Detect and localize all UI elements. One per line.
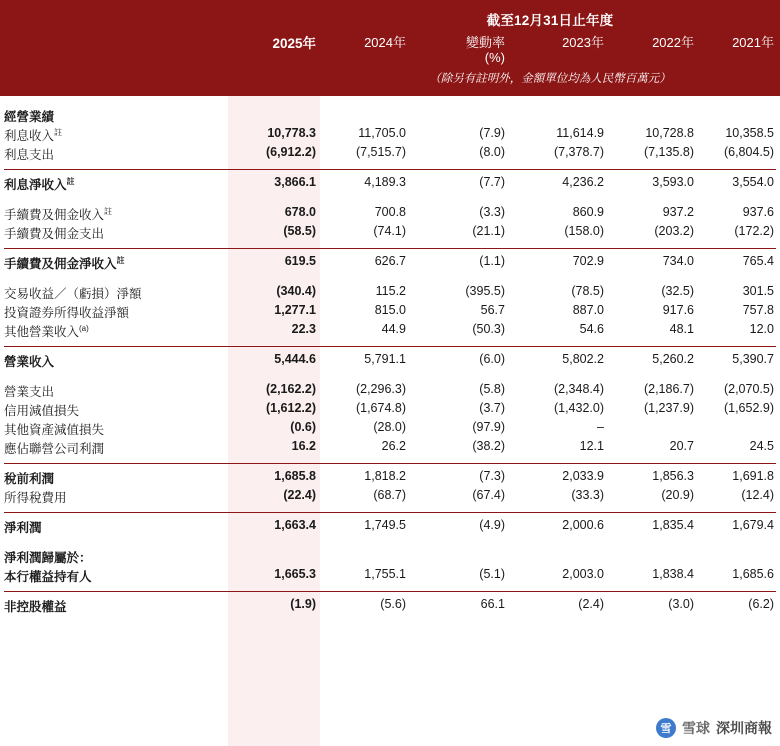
row-label: 營業收入 xyxy=(4,355,55,369)
cell-2025: 1,277.1 xyxy=(274,303,316,317)
cell-2022: (7,135.8) xyxy=(643,145,694,159)
cell-2021: 765.4 xyxy=(742,254,774,268)
cell-2025: 619.5 xyxy=(284,254,316,268)
cell-2023: (1,432.0) xyxy=(553,401,604,415)
header-units-note: （除另有註明外，金額單位均為人民幣百萬元） xyxy=(429,73,671,85)
cell-2021: 301.5 xyxy=(742,284,774,298)
header-col-2023: 2023年 xyxy=(562,35,604,50)
header-col-2024: 2024年 xyxy=(364,35,406,50)
cell-2023: (158.0) xyxy=(564,224,604,238)
xueqiu-logo-icon: 雪 xyxy=(656,718,676,738)
section-heading-row xyxy=(0,107,780,126)
watermark-source: 雪球 xyxy=(682,720,710,736)
spacer xyxy=(0,194,780,205)
cell-2023: 11,614.9 xyxy=(556,126,604,140)
cell-change: (21.1) xyxy=(472,224,505,238)
row-label: 其他營業收入$^{(a)}$ xyxy=(4,323,89,339)
divider xyxy=(0,458,780,469)
cell-2021: 937.6 xyxy=(742,205,774,219)
cell-2022: (1,237.9) xyxy=(643,401,694,415)
row-label: 所得稅費用 xyxy=(4,491,67,505)
cell-change: 56.7 xyxy=(480,303,505,317)
cell-2023: 2,033.9 xyxy=(562,469,604,483)
header-col-2025: 2025年 xyxy=(272,36,316,51)
table-row xyxy=(0,488,780,507)
cell-2022: 1,835.4 xyxy=(652,518,694,532)
table-row xyxy=(0,420,780,439)
cell-2025: (1.9) xyxy=(290,597,316,611)
table-row xyxy=(0,382,780,401)
cell-2021: (2,070.5) xyxy=(723,382,774,396)
cell-2023: 2,003.0 xyxy=(562,567,604,581)
cell-2025: 1,663.4 xyxy=(274,518,316,532)
row-label: 利息支出 xyxy=(4,148,55,162)
cell-2021: 757.8 xyxy=(742,303,774,317)
cell-2021: (172.2) xyxy=(734,224,774,238)
cell-2024: (2,296.3) xyxy=(355,382,406,396)
cell-2022: (3.0) xyxy=(668,597,694,611)
cell-2025: 10,778.3 xyxy=(267,126,316,140)
table-row xyxy=(0,469,780,488)
row-label: 應佔聯營公司利潤 xyxy=(4,442,105,456)
cell-change: (7.9) xyxy=(479,126,505,140)
table-header xyxy=(0,0,780,96)
cell-2023: 12.1 xyxy=(579,439,604,453)
cell-change: (3.7) xyxy=(479,401,505,415)
divider xyxy=(0,341,780,352)
cell-2022: (32.5) xyxy=(661,284,694,298)
watermark-publisher: 深圳商報 xyxy=(716,720,772,736)
row-label: 利息淨收入$^註$ xyxy=(4,176,75,192)
cell-2022: 48.1 xyxy=(669,322,694,336)
row-label: 稅前利潤 xyxy=(4,472,55,486)
table-row xyxy=(0,401,780,420)
cell-2025: (22.4) xyxy=(283,488,316,502)
cell-2022: (2,186.7) xyxy=(643,382,694,396)
cell-2022: 917.6 xyxy=(662,303,694,317)
table-row xyxy=(0,254,780,273)
table-row xyxy=(0,352,780,371)
section-heading: 經營業績 xyxy=(4,110,55,124)
table-row xyxy=(0,567,780,586)
cell-2024: 700.8 xyxy=(374,205,406,219)
table-body xyxy=(0,96,780,616)
cell-change: (6.0) xyxy=(479,352,505,366)
cell-2025: (340.4) xyxy=(276,284,316,298)
cell-2025: (0.6) xyxy=(290,420,316,434)
cell-2023: – xyxy=(597,420,604,434)
row-label: 手續費及佣金淨收入$^註$ xyxy=(4,255,125,271)
cell-2023: 702.9 xyxy=(572,254,604,268)
cell-2024: 1,818.2 xyxy=(364,469,406,483)
cell-change: (1.1) xyxy=(479,254,505,268)
cell-2023: (7,378.7) xyxy=(553,145,604,159)
cell-2024: 4,189.3 xyxy=(364,175,406,189)
row-label: 本行權益持有人 xyxy=(4,570,92,584)
table-row xyxy=(0,597,780,616)
footnote-marker: (a) xyxy=(79,323,89,333)
cell-2025: 3,866.1 xyxy=(274,175,316,189)
row-label: 手續費及佣金支出 xyxy=(4,227,105,241)
cell-2021: (12.4) xyxy=(741,488,774,502)
cell-change: (7.7) xyxy=(479,175,505,189)
cell-2022: 5,260.2 xyxy=(652,352,694,366)
cell-2021: 1,679.4 xyxy=(732,518,774,532)
cell-2024: (7,515.7) xyxy=(355,145,406,159)
cell-2023: 860.9 xyxy=(572,205,604,219)
cell-2021: 24.5 xyxy=(749,439,774,453)
cell-2024: 5,791.1 xyxy=(364,352,406,366)
cell-2021: 10,358.5 xyxy=(725,126,774,140)
header-col-2021: 2021年 xyxy=(732,35,774,50)
cell-2025: (1,612.2) xyxy=(265,401,316,415)
cell-change: (5.1) xyxy=(479,567,505,581)
cell-2024: 11,705.0 xyxy=(358,126,406,140)
row-label: 營業支出 xyxy=(4,385,55,399)
cell-2024: 626.7 xyxy=(374,254,406,268)
cell-change: (8.0) xyxy=(479,145,505,159)
cell-2023: (78.5) xyxy=(571,284,604,298)
cell-2023: 5,802.2 xyxy=(562,352,604,366)
table-row xyxy=(0,303,780,322)
footnote-marker: 註 xyxy=(54,127,63,137)
cell-2022: (203.2) xyxy=(654,224,694,238)
cell-2025: (58.5) xyxy=(283,224,316,238)
cell-2023: 4,236.2 xyxy=(562,175,604,189)
table-row xyxy=(0,224,780,243)
spacer xyxy=(0,537,780,548)
cell-2021: 1,691.8 xyxy=(732,469,774,483)
cell-change: (38.2) xyxy=(472,439,505,453)
cell-2024: (68.7) xyxy=(373,488,406,502)
cell-2021: 12.0 xyxy=(749,322,774,336)
cell-2024: 115.2 xyxy=(375,284,406,298)
row-label: 手續費及佣金收入$^註$ xyxy=(4,206,113,222)
header-period-title: 截至12月31日止年度 xyxy=(486,13,614,28)
cell-2024: (74.1) xyxy=(373,224,406,238)
cell-change: 66.1 xyxy=(480,597,505,611)
cell-2022: 1,856.3 xyxy=(652,469,694,483)
cell-2025: (2,162.2) xyxy=(265,382,316,396)
divider xyxy=(0,164,780,175)
cell-change: (97.9) xyxy=(472,420,505,434)
cell-2024: (28.0) xyxy=(373,420,406,434)
cell-2025: 16.2 xyxy=(291,439,316,453)
section-heading-row xyxy=(0,548,780,567)
spacer xyxy=(0,273,780,284)
cell-2025: 22.3 xyxy=(291,322,316,336)
divider xyxy=(0,507,780,518)
cell-change: (7.3) xyxy=(479,469,505,483)
cell-2021: (6.2) xyxy=(748,597,774,611)
cell-2024: 44.9 xyxy=(381,322,406,336)
cell-2025: 1,665.3 xyxy=(274,567,316,581)
cell-2021: 5,390.7 xyxy=(732,352,774,366)
row-label: 利息收入$^註$ xyxy=(4,127,63,143)
footnote-marker: 註 xyxy=(116,255,125,265)
row-label: 非控股權益 xyxy=(4,600,67,614)
divider xyxy=(0,586,780,597)
cell-2022: 734.0 xyxy=(662,254,694,268)
table-row xyxy=(0,205,780,224)
cell-2023: (2,348.4) xyxy=(553,382,604,396)
cell-2023: 2,000.6 xyxy=(562,518,604,532)
row-label: 交易收益／（虧損）淨額 xyxy=(4,287,142,301)
cell-change: (5.8) xyxy=(479,382,505,396)
cell-2024: (5.6) xyxy=(380,597,406,611)
row-label: 信用減值損失 xyxy=(4,404,80,418)
cell-change: (3.3) xyxy=(479,205,505,219)
spacer xyxy=(0,371,780,382)
table-row xyxy=(0,322,780,341)
watermark xyxy=(656,718,772,738)
cell-2024: 26.2 xyxy=(381,439,406,453)
cell-2025: 5,444.6 xyxy=(274,352,316,366)
cell-2025: (6,912.2) xyxy=(265,145,316,159)
divider xyxy=(0,243,780,254)
header-column-row xyxy=(0,32,780,68)
cell-2023: 54.6 xyxy=(579,322,604,336)
cell-2022: 3,593.0 xyxy=(652,175,694,189)
cell-2024: (1,674.8) xyxy=(355,401,406,415)
cell-2024: 815.0 xyxy=(374,303,406,317)
row-label: 其他資產減值損失 xyxy=(4,423,105,437)
spacer xyxy=(0,96,780,107)
cell-2022: 10,728.8 xyxy=(645,126,694,140)
table-row xyxy=(0,145,780,164)
cell-change: (395.5) xyxy=(465,284,505,298)
cell-2022: 937.2 xyxy=(662,205,694,219)
cell-2023: (33.3) xyxy=(571,488,604,502)
header-col-change: 變動率 xyxy=(465,35,505,50)
cell-2024: 1,755.1 xyxy=(364,567,406,581)
table-row xyxy=(0,284,780,303)
header-col-2022: 2022年 xyxy=(652,35,694,50)
cell-change: (4.9) xyxy=(479,518,505,532)
cell-change: (67.4) xyxy=(472,488,505,502)
cell-2024: 1,749.5 xyxy=(364,518,406,532)
footnote-marker: 註 xyxy=(104,206,113,216)
row-label: 淨利潤 xyxy=(4,521,42,535)
cell-2021: 3,554.0 xyxy=(732,175,774,189)
cell-2023: (2.4) xyxy=(578,597,604,611)
cell-2022: 1,838.4 xyxy=(652,567,694,581)
table-row xyxy=(0,518,780,537)
cell-2021: (6,804.5) xyxy=(723,145,774,159)
cell-2021: (1,652.9) xyxy=(723,401,774,415)
cell-2022: (20.9) xyxy=(661,488,694,502)
cell-2023: 887.0 xyxy=(572,303,604,317)
table-row xyxy=(0,439,780,458)
footnote-marker: 註 xyxy=(66,176,75,186)
header-col-change-unit: (%) xyxy=(484,50,505,65)
cell-2025: 678.0 xyxy=(284,205,316,219)
table-row xyxy=(0,175,780,194)
cell-change: (50.3) xyxy=(472,322,505,336)
cell-2021: 1,685.6 xyxy=(732,567,774,581)
cell-2022: 20.7 xyxy=(669,439,694,453)
section-heading: 淨利潤歸屬於： xyxy=(4,551,92,565)
table-row xyxy=(0,126,780,145)
row-label: 投資證券所得收益淨額 xyxy=(4,306,130,320)
cell-2025: 1,685.8 xyxy=(274,469,316,483)
